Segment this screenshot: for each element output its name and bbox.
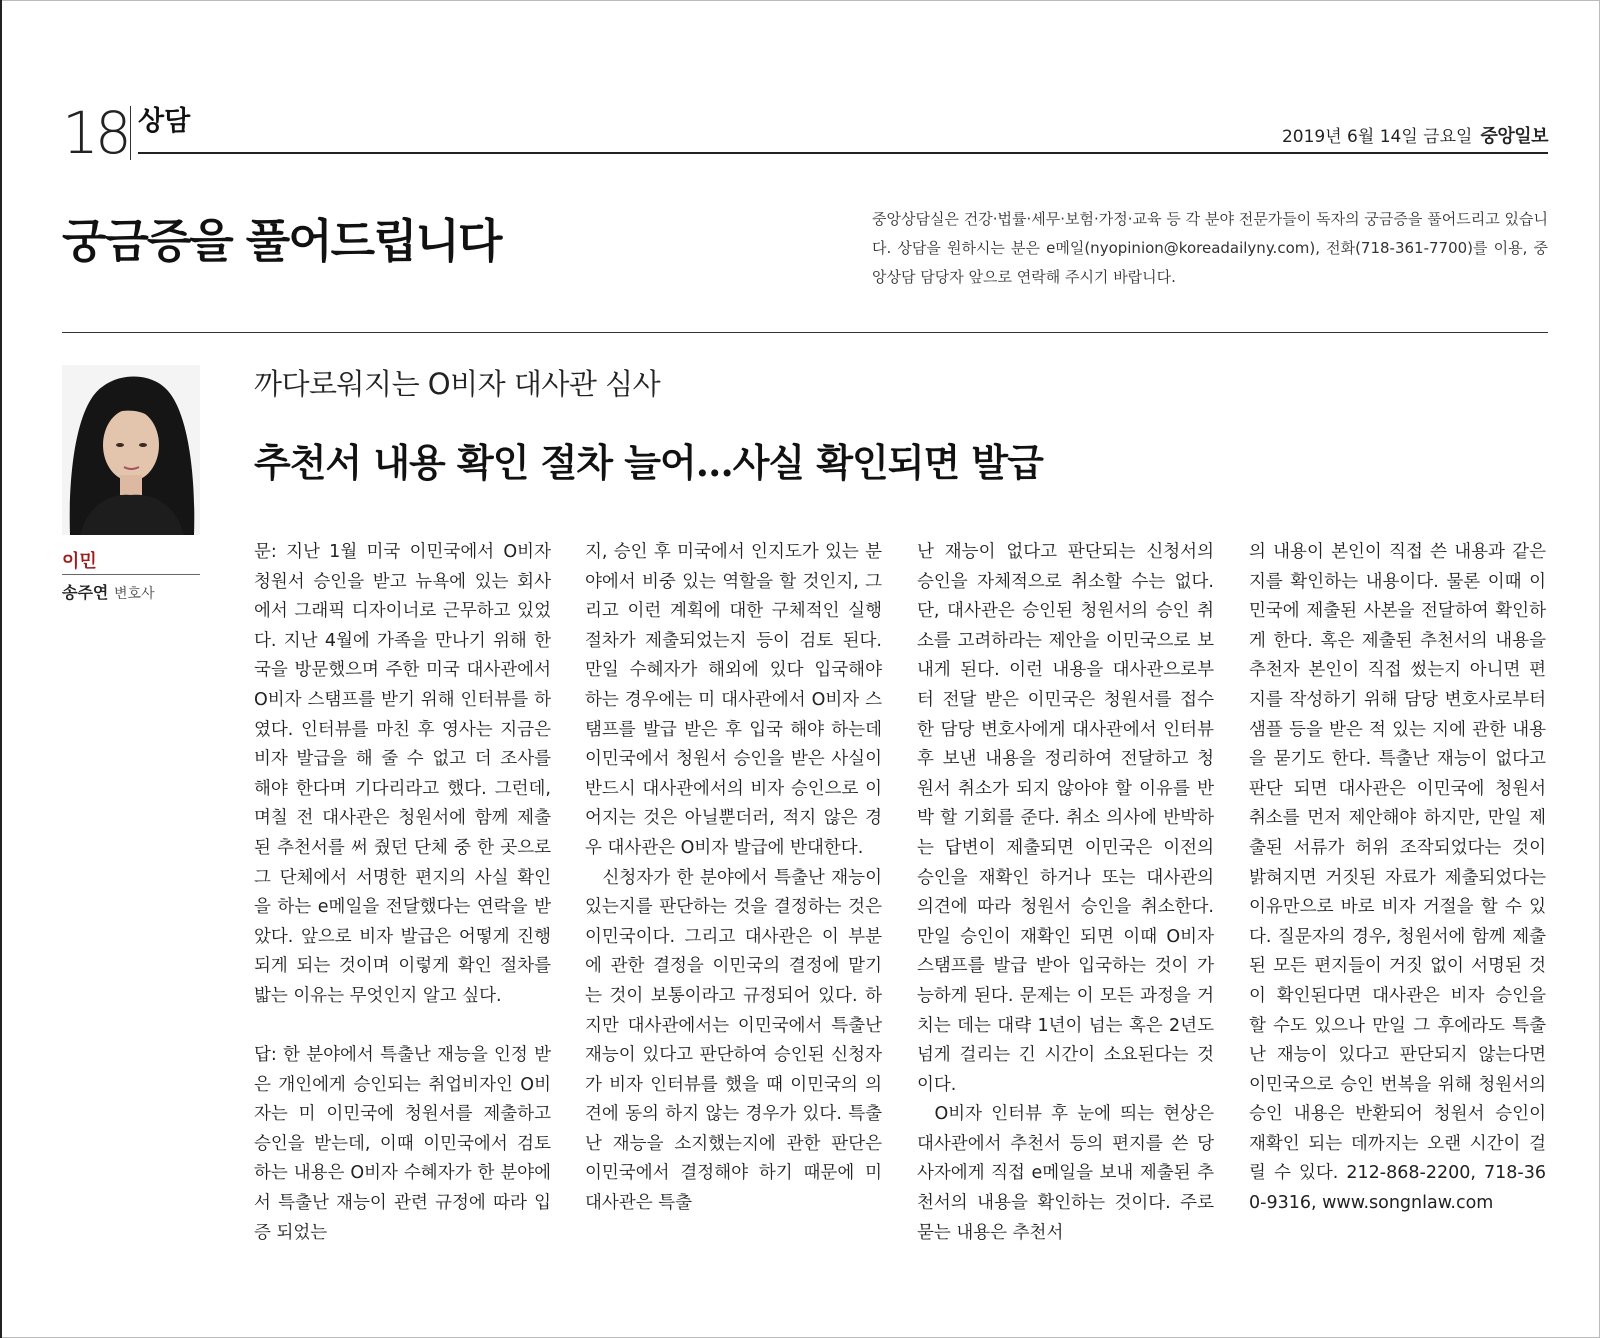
body-paragraph-3-cont: 의 내용이 본인이 직접 쓴 내용과 같은 지를 확인하는 내용이다. 물론 이때 이민국에 제출된 사본을 전달하여 확인하게 한다. 혹은 제출된 추천서의 내용을 추천자 본인이 직접 썼는지 아니면 편지를 작성하기 위해 담당 변호사로부터 샘플 등을 받은 적 있는 지에 관한 내용을 묻기도 한다. 특출난 재능이 없다고 판단 되면 대사관은 이민국에 청원서 취소를 먼저 제안해야 하지만, 만일 제출된 서류가 허위 조작되었다는 것이 밝혀지면 거짓된 자료가 제출되었다는 이유만으로 바로 비자 거절을 할 수 있다. 질문자의 경우, 청원서에 함께 제출된 모든 편지들이 거짓 없이 서명된 것이 확인된다면 대사관은 비자 승인을 할 수도 있으나 만일 그 후에라도 특출난 재능이 있다고 판단되지 않는다면 이민국으로 승인 번복을 위해 청원서의 승인 내용은 반환되어 청원서 승인이 재확인 되는 데까지는 오랜 시간이 걸릴 수 있다. 212-868-2200, 718-360-9316, www.songnlaw.com [1249,542,1546,1214]
author-portrait-icon [62,365,200,535]
page-edge-rule [0,0,2,1338]
banner-rule [62,332,1548,333]
byline [62,580,155,603]
masthead-logo: 중앙일보 [1480,126,1548,147]
body-paragraph-2: 신청자가 한 분야에서 특출난 재능이 있는지를 판단하는 것을 결정하는 것은 이민국이다. 그리고 대사관은 이 부분에 관한 결정을 이민국의 결정에 맡기는 것이 보통이라고 규정되어 있다. 하지만 대사관에서는 이민국에서 특출난 재능이 있다고 판단하여 승인된 신청자가 비자 인터뷰를 했을 때 이민국의 의견에 동의 하지 않는 경우가 있다. 특출난 재능을 소지했는지에 관한 판단은 이민국에서 결정해야 하기 때문에 미 대사관은 특출 [585,867,882,1214]
article-headline: 추천서 내용 확인 절차 늘어…사실 확인되면 발급 [254,440,1043,485]
page-number: 18 [62,99,128,167]
answer-paragraph-cont: 지, 승인 후 미국에서 인지도가 있는 분야에서 비중 있는 역할을 할 것인지, 그리고 이런 계획에 대한 구체적인 실행 절차가 제출되었는지 등이 검토 된다. 만일 수혜자가 해외에 있다 입국해야 하는 경우에는 미 대사관에서 O비자 스탬프를 발급 받은 후 입국 해야 하는데 이민국에서 청원서 승인을 받은 사실이 반드시 대사관에서의 비자 승인으로 이어지는 것은 아닐뿐더러, 적지 않은 경우 대사관은 O비자 발급에 반대한다. [585,542,882,858]
page-number-divider [130,106,131,160]
body-paragraph-2-cont: 난 재능이 없다고 판단되는 신청서의 승인을 자체적으로 취소할 수는 없다. 단, 대사관은 승인된 청원서의 승인 취소를 고려하라는 제안을 이민국으로 보내게 된다. 이런 내용을 대사관으로부터 전달 받은 이민국은 청원서를 접수한 담당 변호사에게 대사관에서 인터뷰 후 보낸 내용을 정리하여 전달하고 청원서 취소가 되지 않아야 할 이유를 반박 할 기회를 준다. 취소 의사에 반박하는 답변이 제출되면 이민국은 이전의 승인을 재확인 하거나 또는 대사관의 의견에 따라 청원서 승인을 취소한다. 만일 승인이 재확인 되면 이때 O비자 스탬프를 발급 받아 입국하는 것이 가능하게 된다. 문제는 이 모든 과정을 거치는 데는 대략 1년이 넘는 혹은 2년도 넘게 걸리는 긴 시간이 소요된다는 것이다. [917,542,1214,1095]
question-paragraph: 문: 지난 1월 미국 이민국에서 O비자 청원서 승인을 받고 뉴욕에 있는 회사에서 그래픽 디자이너로 근무하고 있었다. 지난 4월에 가족을 만나기 위해 한국을 방문했으며 주한 미국 대사관에서 O비자 스탬프를 받기 위해 인터뷰를 하였다. 인터뷰를 마친 후 영사는 지금은 비자 발급을 해 줄 수 없고 더 조사를 해야 한다며 기다리라고 했다. 그런데, 며칠 전 대사관은 청원서에 함께 제출된 추천서를 써 줬던 단체 중 한 곳으로 그 단체에서 서명한 편지의 사실 확인을 하는 e메일을 전달했다는 연락을 받았다. 앞으로 비자 발급은 어떻게 진행되게 되는 것이며 이렇게 확인 절차를 밟는 이유는 무엇인지 알고 싶다. [254,542,551,1006]
article-column-3 [917,538,1214,1318]
article-column-1 [254,538,551,1318]
article-column-2 [585,538,882,1318]
category-rule [62,574,200,575]
section-name: 상담 [138,106,191,137]
author-photo [62,365,200,535]
issue-date: 2019년 6월 14일 금요일 [1281,127,1473,147]
answer-paragraph-start: 답: 한 분야에서 특출난 재능을 인정 받은 개인에게 승인되는 취업비자인 O비자는 미 이민국에 청원서를 제출하고 승인을 받는데, 이때 이민국에서 검토하는 내용은 O비자 수혜자가 한 분야에서 특출난 재능이 관련 규정에 따라 입증 되었는 [254,1045,551,1243]
writer-name: 송주연 [62,583,109,602]
article-subtitle: 까다로워지는 O비자 대사관 심사 [254,367,661,401]
banner-title: 궁금증을 풀어드립니다 [62,214,501,268]
dateline [1282,122,1548,148]
article-column-4 [1249,538,1546,1318]
body-paragraph-3: O비자 인터뷰 후 눈에 띄는 현상은 대사관에서 추천서 등의 편지를 쓴 당사자에게 직접 e메일을 보내 제출된 추천서의 내용을 확인하는 것이다. 주로 묻는 내용은 추천서 [917,1104,1214,1243]
header-rule [138,152,1548,154]
writer-title: 변호사 [113,586,155,602]
banner-description: 중앙상담실은 건강·법률·세무·보험·가정·교육 등 각 분야 전문가들이 독자의 궁금증을 풀어드리고 있습니다. 상담을 원하시는 분은 e메일(nyopinion@koreadailyny.com), 전화(718-361-7700)를 이용, 중앙상담 담당자 앞으로 연락해 주시기 바랍니다. [872,210,1548,286]
column-category: 이민 [62,551,97,572]
